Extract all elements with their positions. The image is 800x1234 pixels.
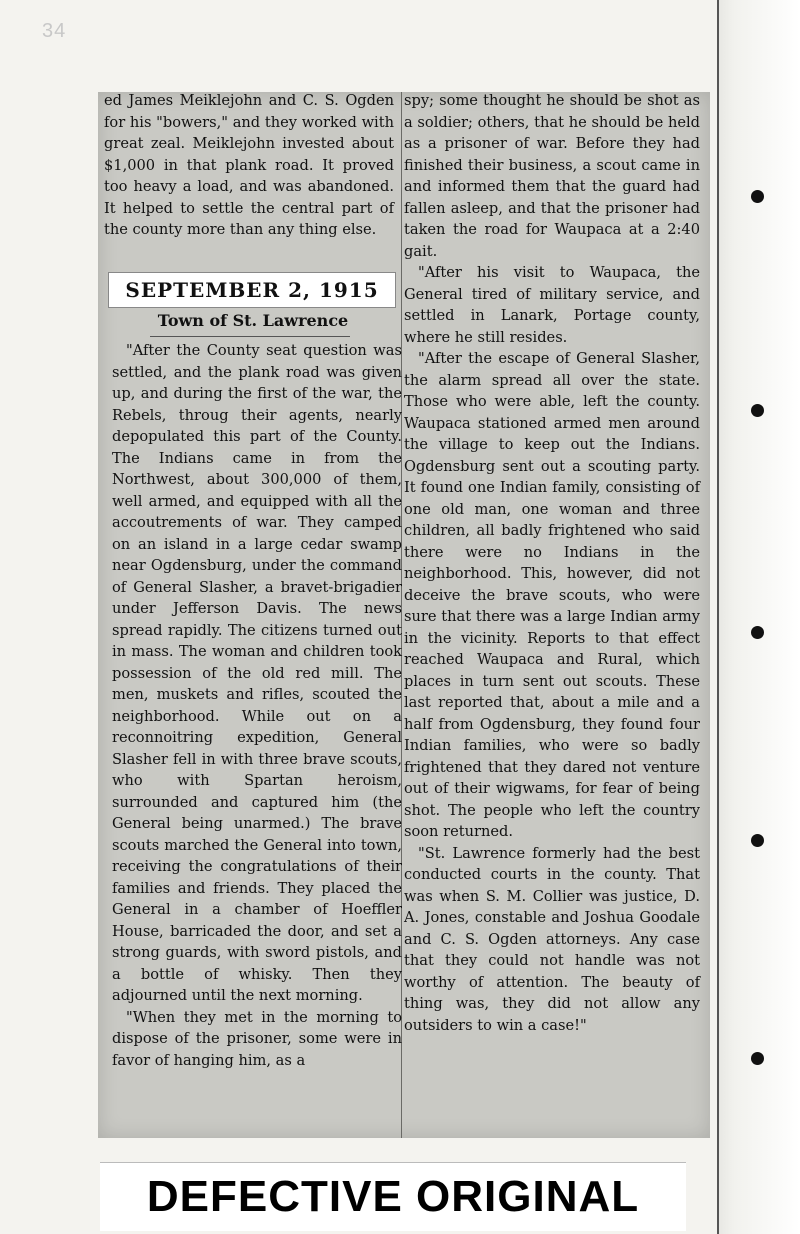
preceding-article-text [104, 90, 394, 241]
right-column [404, 90, 700, 1036]
page-number: 34 [42, 20, 67, 42]
binding-hole [751, 626, 764, 639]
defective-original-stamp: DEFECTIVE ORIGINAL [100, 1162, 686, 1231]
article-paragraph: "After the County seat question was settled, and the plank road was given up, and during the first of the war, the Rebels, throug their agents, nearly depopulated this part of the County. The Indians came in from the Northwest, about 300,000 of them, well armed, and equipped with all the accoutrements of war. They camped on an island in a large cedar swamp near Ogdensburg, under the command of General Slasher, a bravet-brigadier under Jefferson Davis. The news spread rapidly. The citizens turned out in mass. The woman and children took possession of the old red mill. The men, muskets and rifles, scouted the neighborhood. While out on a reconnoitring expedition, General Slasher fell in with three brave scouts, who with Spartan heroism, surrounded and captured him (the General being unarmed.) The brave scouts marched the General into town, receiving the congratulations of their families and friends. They placed the General in a chamber of Hoeffler House, barricaded the door, and set a strong guards, with sword pistols, and a bottle of whisky. Then they adjourned until the next morning. [112, 342, 402, 1004]
title-rule [150, 336, 350, 337]
left-column [112, 340, 402, 1071]
binding-hole [751, 1052, 764, 1065]
article-paragraph: "After his visit to Waupaca, the General tired of military service, and settled in Lanark, Portage county, where he still resides. [404, 264, 700, 346]
binding-hole [751, 190, 764, 203]
article-date: SEPTEMBER 2, 1915 [108, 272, 396, 308]
binding-hole [751, 404, 764, 417]
page-margin-strip [717, 0, 800, 1234]
article-title: Town of St. Lawrence [157, 311, 349, 330]
binding-hole [751, 834, 764, 847]
preceding-paragraph: ed James Meiklejohn and C. S. Ogden for his "bowers," and they worked with great zeal. Meiklejohn invested about $1,000 in that plank road. It proved too heavy a load, and was abandoned. It helped to settle the central part of the county more than any thing else. [104, 92, 394, 238]
article-paragraph: "When they met in the morning to dispose of the prisoner, some were in favor of hanging him, as a [112, 1008, 402, 1069]
article-paragraph: "St. Lawrence formerly had the best conducted courts in the county. That was when S. M. Collier was justice, D. A. Jones, constable and Joshua Goodale and C. S. Ogden attorneys. Any case that they could not handle was not worthy of attention. The beauty of thing was, they did not allow any outsiders to win a case!" [404, 844, 700, 1034]
edge-rule [717, 0, 719, 1234]
article-paragraph: "After the escape of General Slasher, the alarm spread all over the state. Those who were able, left the county. Waupaca stationed armed men around the village to keep out the Indians. Ogdensburg sent out a scouting party. It found one Indian family, consisting of one old man, one woman and three children, all badly frightened who said there were no Indians in the neighborhood. This, however, did not deceive the brave scouts, who were sure that there was a large Indian army in the vicinity. Reports to that effect reached Waupaca and Rural, which places in turn sent out scouts. These last reported that, about a mile and a half from Ogdensburg, they found four Indian families, who were so badly frightened that they dared not venture out of their wigwams, for fear of being shot. The people who left the country soon returned. [404, 350, 700, 840]
article-paragraph: spy; some thought he should be shot as a soldier; others, that he should be held as a prisoner of war. Before they had finished their business, a scout came in and informed them that the guard had fallen asleep, and that the prisoner had taken the road for Waupaca at a 2:40 gait. [404, 92, 700, 260]
